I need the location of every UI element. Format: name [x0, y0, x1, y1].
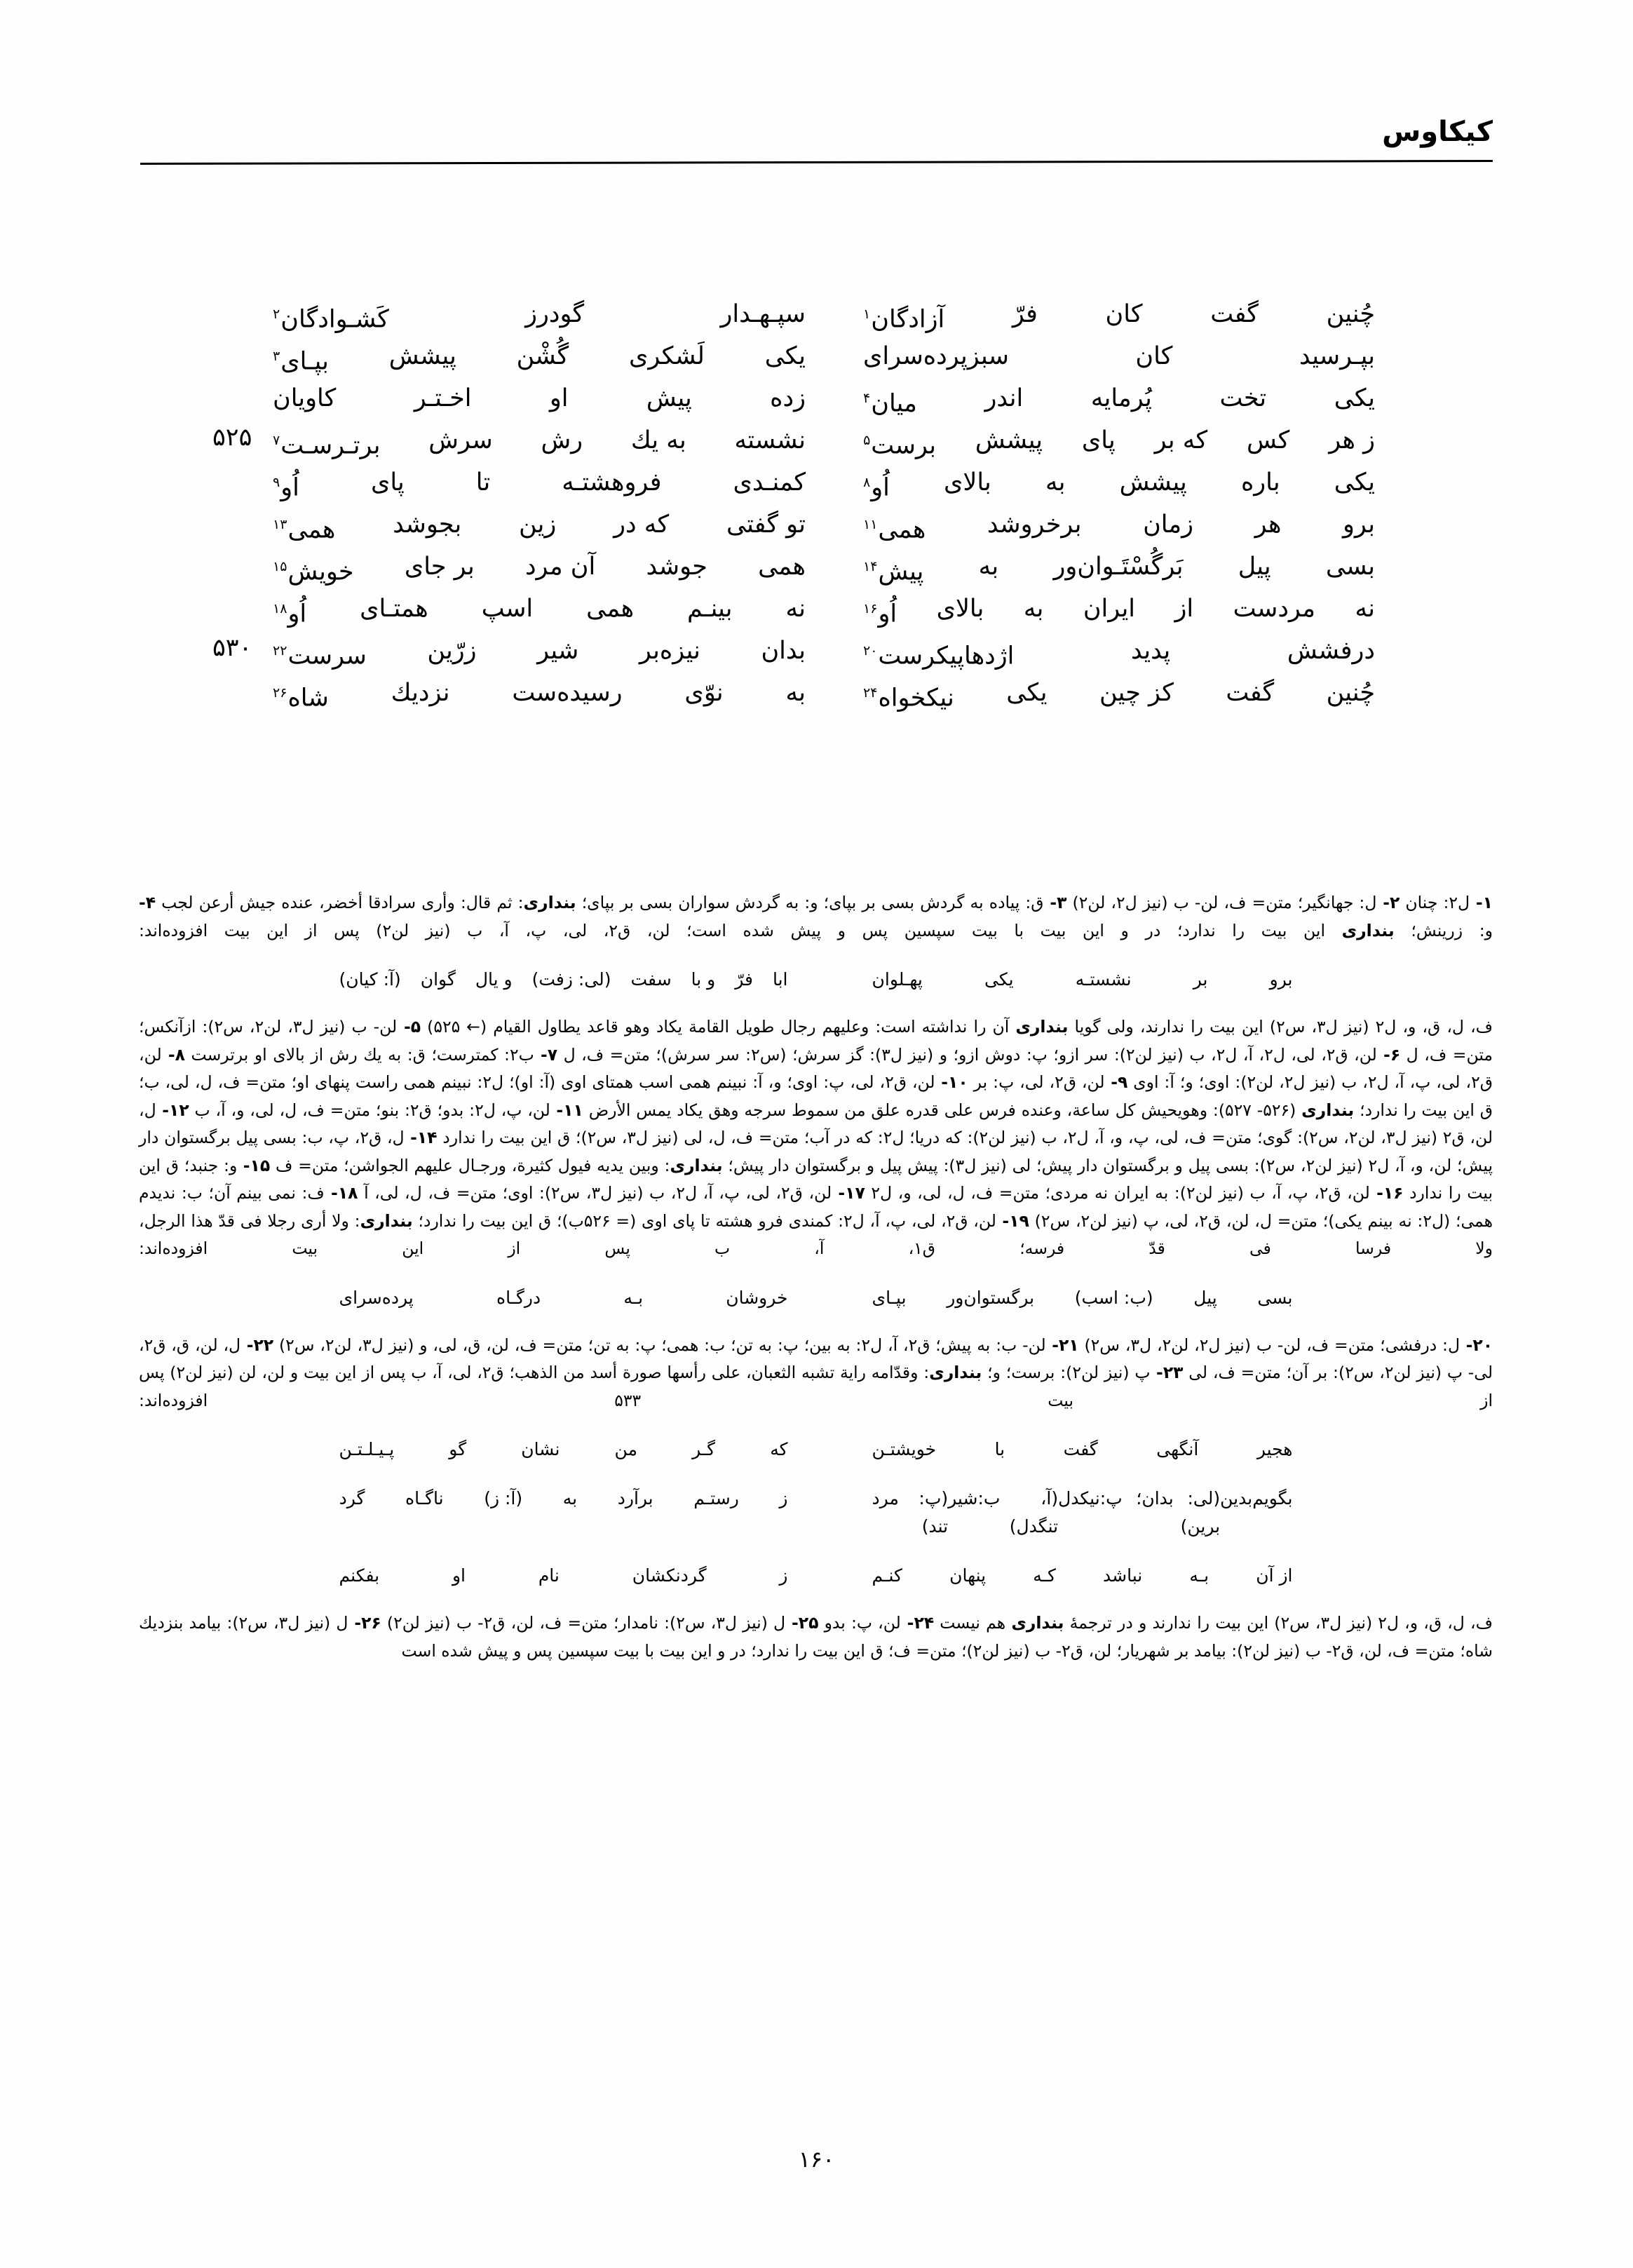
quoted-hemistich-second	[339, 966, 788, 994]
quoted-word: گفت	[1063, 1439, 1098, 1459]
quoted-word: و با	[691, 969, 716, 990]
verse-word: بدان	[761, 637, 806, 665]
verse-word: درفشش	[1287, 637, 1375, 665]
verse-word: اخـتـر	[414, 384, 472, 412]
quoted-word: فرّ	[735, 969, 753, 990]
quoted-word: نام	[538, 1565, 560, 1586]
quoted-word: گوان	[420, 969, 456, 990]
verse-word: که بر	[1154, 426, 1208, 454]
apparatus-paragraph: ف، ل، ق، و، ل۲ (نیز ل۳، س۲) این بیت را ندارند و در ترجمۀ بنداری هم نیست ۲۴- لن، پ: بدو ۲۵- ل (نیز ل۳، س۲): نامدار؛ متن= ف، لن، ق۲- ب (نیز لن۲) ۲۶- ل (نیز ل۳، س۲): بیامد بنزدیك شاه؛ متن= ف، لن، ق۲- ب (نیز لن۲): بیامد بر شهریار؛ لن، ق۲- ب (نیز لن۲)؛ متن= ف؛ ق این بیت را ندارد؛ در و این بیت با بیت سپسین پس و پیش شده است	[139, 1613, 1493, 1661]
verse-word: پیشش	[1119, 468, 1187, 497]
bayt-line	[140, 293, 1493, 335]
verse-word: برخروشد	[987, 511, 1082, 539]
verse-word: بجوشد	[393, 511, 462, 539]
variant-marker: ۱۶	[863, 601, 878, 616]
verse-word: نه	[785, 595, 806, 623]
verse-word: نشسته	[734, 426, 806, 454]
variant-marker: ۱	[863, 306, 871, 322]
verse-word: یکی	[1334, 384, 1375, 412]
verse-word: نزدیك	[391, 679, 450, 707]
header-rule	[140, 160, 1493, 165]
apparatus-paragraph: ۲۰- ل: درفشی؛ متن= ف، لن- ب (نیز ل۲، لن۲، ل۳، س۲) ۲۱- لن- ب: به پیش؛ ق۲، آ، ل۲: به بین؛ پ: به تن؛ ب: همی؛ پ: به تن؛ متن= ف، لن، ق، لی، و (نیز ل۳، لن۲، س۲) ۲۲- ل، لن، ق، ق۲، لی- پ (نیز لن۲، س۲): بر آن؛ متن= ف، لی ۲۳- پ (نیز لن۲): برست؛ و؛ بنداری: وقدّامه رایة تشبه الثعبان، علی رأسها صورة أسد من الذهب؛ ق۲، لی، آ، ب پس از این بیت و لن، لن (نیز لن۲) پس از بیت ۵۳۳ افزوده‌اند:	[139, 1335, 1493, 1410]
verse-word: چُنین	[1326, 679, 1375, 707]
variant-marker: ۵	[863, 433, 871, 448]
verse-word: پیش	[646, 384, 692, 412]
hemistich-second	[273, 588, 806, 635]
verse-word: لَشکری	[629, 342, 705, 370]
verse-word: او	[549, 384, 569, 412]
verse-word: پای	[1081, 426, 1116, 454]
verse-word: همی$^{۱۱}$	[863, 515, 926, 544]
verse-word: کس	[1247, 426, 1290, 454]
quoted-word: رستـم	[693, 1488, 739, 1508]
variant-marker: ۲۶	[273, 685, 287, 701]
quoted-word: ز	[779, 1488, 788, 1508]
variant-marker: ۸	[863, 475, 871, 490]
verse-word: گفت	[1210, 300, 1259, 328]
hemistich-first	[863, 461, 1375, 509]
quoted-word: من	[614, 1439, 637, 1459]
verse-word: تخت	[1219, 384, 1267, 412]
verse-number: ۵۲۵	[212, 424, 252, 452]
quoted-word: (پ: تند)	[919, 1488, 949, 1537]
verse-word: کَشـوادگان$^۲$	[273, 305, 389, 334]
running-header	[140, 118, 1493, 174]
verse-word: به	[1045, 468, 1066, 497]
verse-word: کان	[1135, 342, 1173, 370]
quoted-word: درگـاه	[496, 1287, 541, 1308]
quoted-word: نیكدل	[1058, 1488, 1100, 1508]
quoted-word: پیل	[1193, 1287, 1217, 1308]
folio-number: ۱۶۰	[798, 2146, 835, 2173]
quoted-word: هجیر	[1256, 1439, 1293, 1459]
quoted-word: بر	[1193, 969, 1208, 990]
quoted-word: به	[562, 1488, 578, 1508]
verse-word: مردست	[1233, 595, 1315, 623]
quoted-verse	[139, 1284, 1493, 1312]
hemistich-first	[863, 377, 1375, 425]
hemistich-second	[273, 377, 806, 419]
verse-word: پیش$^{۱۴}$	[863, 558, 924, 586]
quoted-word: بفکنم	[339, 1565, 380, 1586]
quoted-hemistich-first	[872, 1436, 1293, 1464]
hemistich-first	[863, 419, 1375, 467]
verse-word: خویش$^{۱۵}$	[273, 558, 354, 586]
variant-marker: ۲	[273, 306, 280, 322]
quoted-word: کنـم	[872, 1565, 902, 1586]
verse-word: نه	[1355, 595, 1375, 623]
verse-word: که در	[614, 511, 670, 539]
verse-word: پیشش	[975, 426, 1043, 454]
verse-word: تا	[475, 468, 491, 497]
quoted-word: ز	[779, 1565, 788, 1586]
variant-marker: ۱۸	[273, 601, 287, 616]
quoted-word: گو	[449, 1439, 467, 1459]
verse-word: اُو$^{۱۶}$	[863, 600, 897, 628]
variant-marker: ۲۲	[273, 643, 287, 659]
quoted-word: بسی	[1257, 1287, 1293, 1308]
verse-word: نوّی	[684, 679, 724, 707]
verse-word: پای	[370, 468, 405, 497]
apparatus-paragraph: ۱- ل۲: چنان ۲- ل: جهانگیر؛ متن= ف، لن- ب (نیز ل۲، لن۲) ۳- ق: پیاده به گردش بسی بر بپای؛ و: به گردش سواران بسی بر بپای؛ بنداری: ثم قال: وأری سرادقا أخضر، عنده جیش أرعن لجب ۴- و: زرینش؛ بنداری این بیت را ندارد؛ در و این بیت با بیت سپسین پس و پیش شده است؛ لن، ق۲، لی، پ، آ، ب (نیز لن۲) پس از این بیت افزوده‌اند:	[139, 893, 1493, 940]
quoted-hemistich-second	[339, 1284, 788, 1312]
hemistich-second	[273, 546, 806, 593]
verse-word: ز هر	[1329, 426, 1375, 454]
hemistich-first	[863, 672, 1375, 720]
verse-word: چُنین	[1326, 300, 1375, 328]
verse-word: باره	[1240, 468, 1280, 497]
verse-word: بر جای	[404, 553, 475, 581]
quoted-word: (لی: زفت)	[531, 969, 611, 990]
verse-word: یکی	[764, 342, 806, 370]
variant-marker: ۳	[273, 349, 280, 364]
verse-word: همی	[586, 595, 635, 623]
verse-word: به یك	[630, 426, 686, 454]
quoted-word: خروشان	[726, 1287, 788, 1308]
quoted-word: بـه	[623, 1287, 644, 1308]
verse-word: به	[978, 553, 999, 581]
quoted-word: از آن	[1256, 1565, 1293, 1586]
verse-word: اسپ	[481, 595, 534, 623]
quoted-word: برآرد	[617, 1488, 653, 1508]
apparatus-paragraph: ف، ل، ق، و، ل۲ (نیز ل۳، س۲) این بیت را ندارند، ولی گویا بنداری آن را نداشته است: وعلیهم رجال طویل القامة یكاد وهو قاعد یطاول القیام (← ۵۲۵) ۵- لن- ب (نیز ل۳، لن۲، س۲): ازآنکس؛ متن= ف، ل ۶- لن، ق۲، لی، ل۲، آ، ل۲، ب (نیز لن۲): سر ازو؛ پ: دوش ازو؛ و (نیز ل۳): گز سرش؛ (س۲: سر سرش)؛ متن= ف، ل ۷- ب۲: کمترست؛ ق: به یك رش از بالای او برترست ۸- لن، ق۲، لی، پ، آ، ل۲، ب (نیز ل۲، لن۲): اوی؛ و؛ آ: اوی ۹- لن، ق۲، لی، پ: بر ۱۰- لن، ق۲، لی، پ: اوی؛ و، آ: نبینم همی اسب همتای اوی (آ: او)؛ ل۲: نبینم همی راست پنهای او؛ متن= ف، ل، لی، ب؛ ق این بیت را ندارد؛ بنداری (۵۲۶- ۵۲۷): وهویحیش كل ساعة، وعنده فرس علی قدره علق من سموط سرجه وهق یكاد یمس الأرض ۱۱- لن، پ، ل۲: بدو؛ ق۲: بنو؛ متن= ف، ل، لی، و، آ، ب ۱۲- ل، لن، ق۲ (نیز ل۳، لن۲، س۲): گوی؛ متن= ف، لی، پ، و، آ، ل۲، ب (نیز لن۲): که دریا؛ ل۲: که در آب؛ متن= ف، ل، لی (نیز ل۳، س۲)؛ ق این بیت را ندارد ۱۴- ل، ق۲، پ، ب: بسی پیل برگستوان دار پیش؛ لن، و، آ، ل۲ (نیز لن۲، س۲): بسی پیل و برگستوان دار پیش؛ لی (نیز ل۳): پیش پیل و برگستوان دار پیش؛ بنداری: وبین یدیه فیول كثیرة، ورجـال علیهم الجواشن؛ متن= ف ۱۵- و: جنبد؛ ق این بیت را ندارد ۱۶- لن، ق۲، پ، آ، ب (نیز لن۲): به ایران نه مردی؛ متن= ف، ل، لی، و، ل۲ ۱۷- لن، ق۲، لی، پ، آ، ل۲، ب (نیز ل۳، س۲): اوی؛ متن= ف، ل، لی، آ ۱۸- ف: نمی بینم آن؛ ب: ندیدم همی؛ (ل۲: نه بینم یکی)؛ متن= ل، لن، ق۲، لی، پ (نیز لن۲، س۲) ۱۹- لن، ق۲، لی، پ، آ، ل۲: کمندی فرو هشته تا پای اوی (= ۵۲۶ب)؛ ق این بیت را ندارد؛ بنداری: ولا أری رجلا فی قدّ هذا الرجل، ولا فرسا فی قدّ فرسه؛ ق۱، آ، ب پس از این بیت افزوده‌اند:	[139, 1017, 1493, 1258]
verse-word: برست$^۵$	[863, 431, 937, 460]
quoted-word: گردنکشان	[632, 1565, 707, 1586]
verse-word: بینـم	[687, 595, 733, 623]
hemistich-second	[273, 630, 806, 677]
variant-marker: ۲۰	[863, 643, 878, 659]
quoted-hemistich-first	[872, 1562, 1293, 1590]
quoted-word: کـه	[1033, 1565, 1056, 1586]
bayt-line	[140, 546, 1493, 588]
variant-marker: ۱۱	[863, 517, 878, 532]
verse-number: ۵۳۰	[212, 634, 252, 662]
verse-word: بپـرسید	[1299, 342, 1375, 370]
verse-word: زین	[519, 511, 557, 539]
verse-word: رش	[541, 426, 583, 454]
verse-word: بَرگُسْتَـوان‌ور	[1053, 553, 1184, 581]
quoted-word: نباشد	[1103, 1565, 1143, 1586]
verse-word: پدید	[1131, 637, 1171, 665]
verse-word: یکی	[1334, 468, 1375, 497]
quoted-word: ابا	[772, 969, 788, 990]
verse-word: به	[1023, 595, 1044, 623]
verse-word: پیشش	[388, 342, 456, 370]
quoted-hemistich-first	[872, 966, 1293, 994]
verse-word: اندر	[984, 384, 1024, 412]
verse-word: هر	[1254, 511, 1282, 539]
verse-word: زده	[770, 384, 806, 412]
quoted-word: (آ: ز)	[484, 1488, 523, 1508]
verse-word: گودرز	[525, 300, 585, 328]
verse-word: پُرمایه	[1090, 384, 1152, 412]
quoted-word: بـه	[1189, 1565, 1209, 1586]
quoted-word: پهـلوان	[872, 969, 923, 990]
quoted-word: نشان	[521, 1439, 560, 1459]
variant-marker: ۱۳	[273, 517, 287, 532]
quoted-word: برگستوان‌ور	[947, 1287, 1035, 1308]
verse-word: بالای	[944, 468, 991, 497]
verse-word: سرش	[428, 426, 493, 454]
bayt-line	[140, 335, 1493, 377]
variant-marker: ۴	[863, 391, 871, 406]
quoted-word: گـر	[692, 1439, 716, 1459]
quoted-hemistich-second	[339, 1436, 788, 1464]
verse-word: سبزپرده‌سرای	[863, 342, 1009, 370]
quoted-word: (آ: کیان)	[339, 969, 401, 990]
quoted-word: (لی: بدان؛ پ: برین)	[1099, 1488, 1221, 1537]
bayt-line	[140, 672, 1493, 714]
hemistich-second	[273, 419, 806, 467]
hemistich-second	[273, 672, 806, 720]
verse-word: برتـرسـت$^۷$	[273, 431, 381, 460]
hemistich-first	[863, 504, 1375, 551]
bayt-line	[140, 630, 1493, 672]
verse-word: همی$^{۱۳}$	[273, 515, 336, 544]
verse-word: کان	[1105, 300, 1143, 328]
verse-word: کمنـدی	[733, 468, 806, 497]
variant-marker: ۹	[273, 475, 280, 490]
verse-word: گفت	[1226, 679, 1275, 707]
quoted-word: یکی	[984, 969, 1014, 990]
quoted-word: پرده‌سرای	[339, 1287, 414, 1308]
verse-word: نیزه‌بر	[639, 637, 700, 665]
verse-word: جوشد	[646, 553, 707, 581]
quoted-word: (ب: اسب)	[1074, 1287, 1153, 1308]
quoted-word: بپـای	[872, 1287, 907, 1308]
verse-block	[140, 293, 1493, 714]
verse-word: کاویان	[273, 384, 337, 412]
quoted-word: برو	[1269, 969, 1293, 990]
verse-word: یکی	[1006, 679, 1048, 707]
verse-word: برو	[1343, 511, 1375, 539]
verse-word: شیر	[537, 637, 579, 665]
quoted-verse	[139, 966, 1493, 994]
quoted-word: که	[770, 1439, 788, 1459]
verse-word: از	[1174, 595, 1194, 623]
quoted-word: آنگهی	[1156, 1439, 1199, 1459]
quoted-word: با	[994, 1439, 1005, 1459]
quoted-word: پـیـلـتـن	[339, 1439, 395, 1459]
quoted-word: (آ، ب: تنگدل)	[977, 1488, 1059, 1537]
quoted-word: نشستـه	[1075, 969, 1132, 990]
quoted-hemistich-second	[339, 1485, 788, 1541]
quoted-word: سفت	[630, 969, 672, 990]
verse-word: اژدهاپیکرست$^{۲۰}$	[863, 642, 1015, 670]
quoted-word: پنهان	[949, 1565, 987, 1586]
verse-word: آزادگان$^۱$	[863, 305, 945, 334]
verse-word: به	[785, 679, 806, 707]
quoted-word: ناگـاه	[405, 1488, 444, 1508]
verse-word: میان$^۴$	[863, 389, 917, 418]
verse-word: فروهشتـه	[562, 468, 662, 497]
verse-word: فرّ	[1012, 300, 1038, 328]
quoted-hemistich-second	[339, 1562, 788, 1590]
verse-word: نیکخواه$^{۲۴}$	[863, 684, 954, 713]
verse-word: زرّین	[427, 637, 477, 665]
quoted-word: بگویم‌بدین	[1220, 1488, 1293, 1508]
hemistich-second	[273, 461, 806, 509]
verse-word: ایران	[1083, 595, 1136, 623]
bayt-line	[140, 504, 1493, 546]
hemistich-first	[863, 335, 1375, 377]
verse-word: گُشْن	[516, 342, 569, 370]
verse-word: کز چین	[1099, 679, 1174, 707]
verse-word: شاه$^{۲۶}$	[273, 684, 329, 713]
bayt-line	[140, 461, 1493, 504]
verse-word: پیل	[1238, 553, 1271, 581]
verse-word: بسی	[1325, 553, 1375, 581]
verse-word: اُو$^۹$	[273, 473, 299, 502]
verse-word: اُو$^{۱۸}$	[273, 600, 307, 628]
verse-word: تو گفتی	[726, 511, 806, 539]
quoted-word: و یال	[475, 969, 513, 990]
verse-word: بالای	[936, 595, 984, 623]
quoted-word: خویشتـن	[872, 1439, 937, 1459]
verse-word: همتـای	[360, 595, 428, 623]
hemistich-first	[863, 630, 1375, 677]
quoted-word: شیر	[948, 1488, 978, 1508]
verse-word: رسیده‌ست	[512, 679, 623, 707]
verse-word: بپـای$^۳$	[273, 347, 329, 376]
quoted-verse	[139, 1562, 1493, 1590]
variant-marker: ۷	[273, 433, 280, 448]
critical-apparatus	[139, 889, 1493, 1665]
verse-word: زمان	[1143, 511, 1194, 539]
quoted-hemistich-first	[872, 1485, 1293, 1541]
verse-word: همی	[758, 553, 806, 581]
hemistich-second	[273, 335, 806, 383]
bayt-line	[140, 419, 1493, 461]
variant-marker: ۱۵	[273, 559, 287, 574]
variant-marker: ۲۴	[863, 685, 878, 701]
quoted-word: گرد	[339, 1488, 365, 1508]
verse-word: سپـهـدار	[720, 300, 806, 328]
hemistich-second	[273, 504, 806, 551]
verse-word: اُو$^۸$	[863, 473, 890, 502]
quoted-verse	[139, 1436, 1493, 1464]
hemistich-first	[863, 293, 1375, 341]
verse-word: آن مرد	[524, 553, 596, 581]
quoted-hemistich-first	[872, 1284, 1293, 1312]
quoted-verse	[139, 1485, 1493, 1541]
bayt-line	[140, 377, 1493, 419]
bayt-line	[140, 588, 1493, 630]
verse-word: سرست$^{۲۲}$	[273, 642, 367, 670]
quoted-word: مرد	[872, 1488, 899, 1508]
hemistich-first	[863, 588, 1375, 635]
hemistich-first	[863, 546, 1375, 593]
running-header-title: کیکاوس	[1382, 116, 1493, 148]
variant-marker: ۱۴	[863, 559, 878, 574]
hemistich-second	[273, 293, 806, 341]
quoted-word: او	[452, 1565, 466, 1586]
